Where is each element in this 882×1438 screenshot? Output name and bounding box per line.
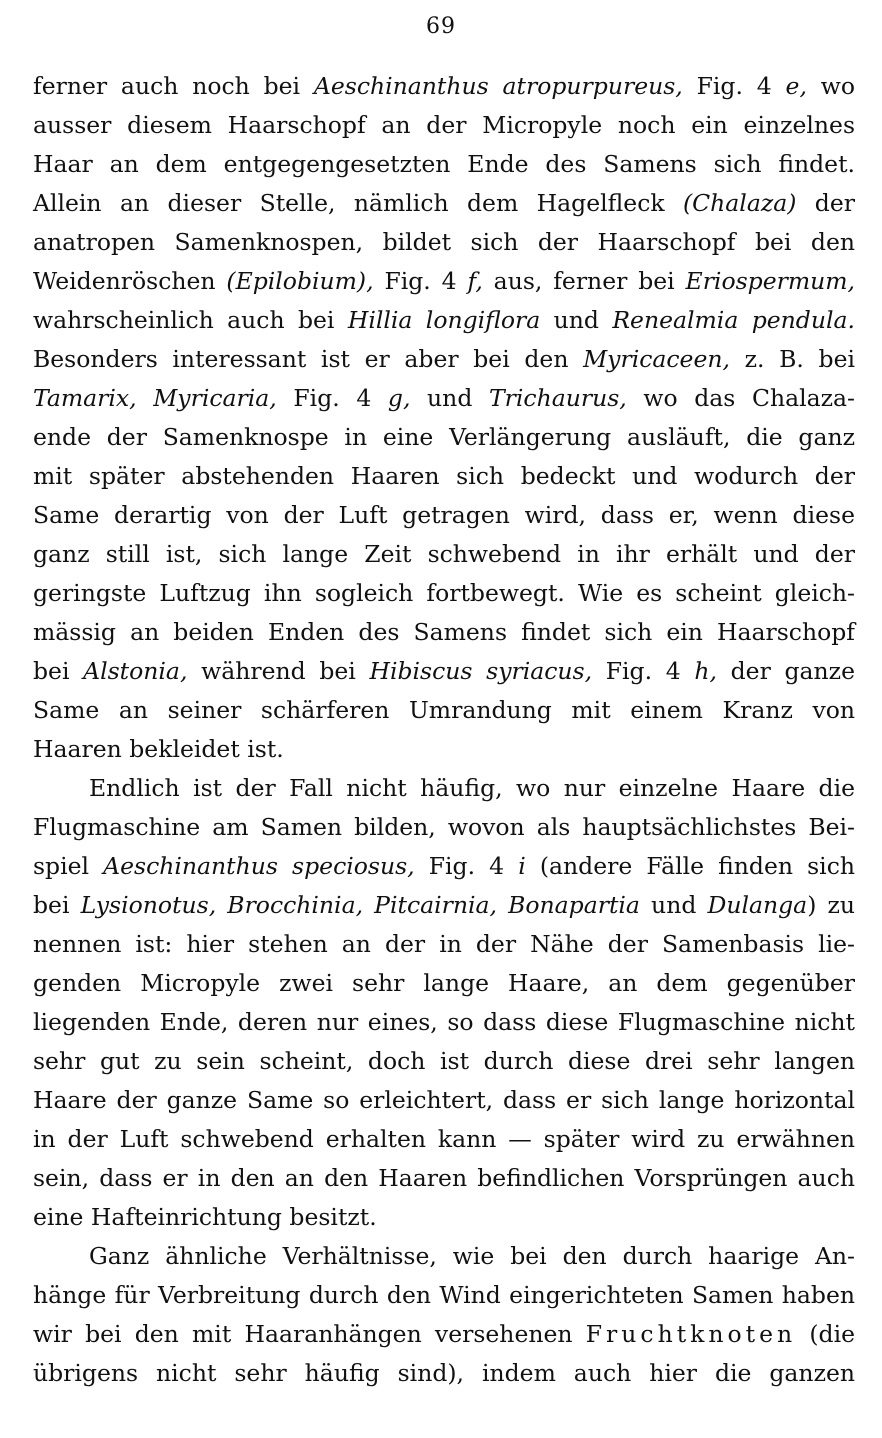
text-run: Haar an dem entgegengesetzten Ende des Samens sich findet. xyxy=(33,150,855,178)
text-line xyxy=(33,1354,855,1393)
text-line xyxy=(33,1315,855,1354)
italic-term: Aeschinanthus speciosus, xyxy=(103,852,415,880)
text-line xyxy=(33,379,855,418)
text-run: anatropen Samenknospen, bildet sich der Haarschopf bei den xyxy=(33,228,855,256)
text-line xyxy=(33,145,855,184)
text-line xyxy=(33,1120,855,1159)
text-run: ) zu xyxy=(807,891,856,919)
text-run: aus, ferner bei xyxy=(482,267,686,295)
text-line xyxy=(33,340,855,379)
text-run: (die xyxy=(796,1320,856,1348)
spaced-term: Fruchtknoten xyxy=(585,1320,797,1348)
text-run: Besonders interessant ist er aber bei den xyxy=(33,345,584,373)
paragraph-1 xyxy=(33,67,855,769)
text-run: nennen ist: hier stehen an der in der Nähe der Samenbasis lie- xyxy=(33,930,855,958)
text-line xyxy=(33,886,855,925)
text-line xyxy=(33,847,855,886)
text-line xyxy=(33,418,855,457)
italic-term: Renealmia pendula. xyxy=(612,306,855,334)
text-run: sehr gut zu sein scheint, doch ist durch diese drei sehr langen xyxy=(33,1047,855,1075)
text-run: Fig. 4 xyxy=(592,657,695,685)
text-run: Fig. 4 xyxy=(414,852,519,880)
text-run: übrigens nicht sehr häufig sind), indem auch hier die ganzen xyxy=(33,1359,855,1387)
italic-term: h, xyxy=(694,657,717,685)
text-run: sein, dass er in den an den Haaren befindlichen Vorsprüngen auch xyxy=(33,1164,855,1192)
italic-term: Aeschinanthus atropurpureus, xyxy=(313,72,683,100)
text-run: bei xyxy=(33,657,84,685)
text-line xyxy=(33,1237,855,1276)
text-run: und xyxy=(639,891,708,919)
text-line xyxy=(33,808,855,847)
text-line xyxy=(33,457,855,496)
italic-term: f, xyxy=(467,267,483,295)
text-run: wo xyxy=(806,72,856,100)
text-run: z. B. bei xyxy=(729,345,855,373)
text-line xyxy=(33,535,855,574)
italic-term: Hibiscus syriacus, xyxy=(369,657,593,685)
text-line xyxy=(33,223,855,262)
text-run: wahrscheinlich auch bei xyxy=(33,306,348,334)
text-line xyxy=(33,1081,855,1120)
italic-term: i xyxy=(518,852,526,880)
text-line xyxy=(33,1276,855,1315)
text-line xyxy=(33,613,855,652)
text-run: genden Micropyle zwei sehr lange Haare, an dem gegenüber xyxy=(33,969,855,997)
italic-term: Lysionotus, Brocchinia, Pitcairnia, Bonapartia xyxy=(80,891,640,919)
text-run: mit später abstehenden Haaren sich bedeckt und wodurch der xyxy=(33,462,855,490)
text-line xyxy=(33,1042,855,1081)
text-run: Endlich ist der Fall nicht häufig, wo nur einzelne Haare die xyxy=(89,774,855,802)
text-run: (andere Fälle finden sich xyxy=(525,852,855,880)
text-run: der xyxy=(796,189,855,217)
text-run: geringste Luftzug ihn sogleich fortbewegt. Wie es scheint gleich- xyxy=(33,579,855,607)
text-run: bei xyxy=(33,891,81,919)
text-run: wo das Chalaza- xyxy=(626,384,855,412)
text-run: Fig. 4 xyxy=(373,267,468,295)
italic-term: Hillia longiflora xyxy=(347,306,541,334)
italic-term: Eriospermum, xyxy=(685,267,856,295)
text-run: spiel xyxy=(33,852,104,880)
text-line xyxy=(33,1003,855,1042)
text-run: und xyxy=(410,384,489,412)
text-run: während bei xyxy=(187,657,370,685)
text-run: Ganz ähnliche Verhältnisse, wie bei den durch haarige An- xyxy=(89,1242,855,1270)
text-line xyxy=(33,1198,855,1237)
text-line xyxy=(33,301,855,340)
text-run: in der Luft schwebend erhalten kann — später wird zu erwähnen xyxy=(33,1125,855,1153)
italic-term: (Epilobium), xyxy=(226,267,374,295)
text-run: eine Hafteinrichtung besitzt. xyxy=(33,1203,377,1231)
text-run: ende der Samenknospe in eine Verlängerung ausläuft, die ganz xyxy=(33,423,855,451)
italic-term: (Chalaza) xyxy=(683,189,797,217)
text-run: Fig. 4 xyxy=(276,384,388,412)
paragraph-2 xyxy=(33,769,855,1237)
text-line xyxy=(33,925,855,964)
text-line xyxy=(33,262,855,301)
italic-term: Myricaceen, xyxy=(583,345,730,373)
text-run: der ganze xyxy=(716,657,855,685)
text-run: Fig. 4 xyxy=(682,72,786,100)
text-line xyxy=(33,184,855,223)
text-line xyxy=(33,106,855,145)
text-line xyxy=(33,67,855,106)
text-run: mässig an beiden Enden des Samens findet sich ein Haarschopf xyxy=(33,618,855,646)
italic-term: Dulanga xyxy=(707,891,808,919)
text-run: Haare der ganze Same so erleichtert, dass er sich lange horizontal xyxy=(33,1086,855,1114)
italic-term: Tamarix, Myricaria, xyxy=(33,384,277,412)
text-run: Haaren bekleidet ist. xyxy=(33,735,284,763)
italic-term: Trichaurus, xyxy=(488,384,627,412)
text-line xyxy=(33,574,855,613)
page-number: 69 xyxy=(426,14,456,39)
italic-term: e, xyxy=(785,72,807,100)
text-line xyxy=(33,730,855,769)
text-run: ferner auch noch bei xyxy=(33,72,314,100)
italic-term: g, xyxy=(387,384,411,412)
text-run: Allein an dieser Stelle, nämlich dem Hagelfleck xyxy=(33,189,684,217)
paragraph-3 xyxy=(33,1237,855,1393)
text-line xyxy=(33,769,855,808)
text-run: Same an seiner schärferen Umrandung mit einem Kranz von xyxy=(33,696,855,724)
text-line xyxy=(33,964,855,1003)
text-run: hänge für Verbreitung durch den Wind eingerichteten Samen haben xyxy=(33,1281,855,1309)
text-run: ganz still ist, sich lange Zeit schwebend in ihr erhält und der xyxy=(33,540,855,568)
text-run: wir bei den mit Haaranhängen versehenen xyxy=(33,1320,586,1348)
text-run: und xyxy=(540,306,613,334)
text-run: Flugmaschine am Samen bilden, wovon als hauptsächlichstes Bei- xyxy=(33,813,855,841)
text-run: ausser diesem Haarschopf an der Micropyle noch ein einzelnes xyxy=(33,111,855,139)
text-line xyxy=(33,691,855,730)
italic-term: Alstonia, xyxy=(83,657,188,685)
text-line xyxy=(33,652,855,691)
text-line xyxy=(33,1159,855,1198)
text-run: Weidenröschen xyxy=(33,267,227,295)
text-line xyxy=(33,496,855,535)
text-run: Same derartig von der Luft getragen wird, dass er, wenn diese xyxy=(33,501,855,529)
text-run: liegenden Ende, deren nur eines, so dass diese Flugmaschine nicht xyxy=(33,1008,855,1036)
